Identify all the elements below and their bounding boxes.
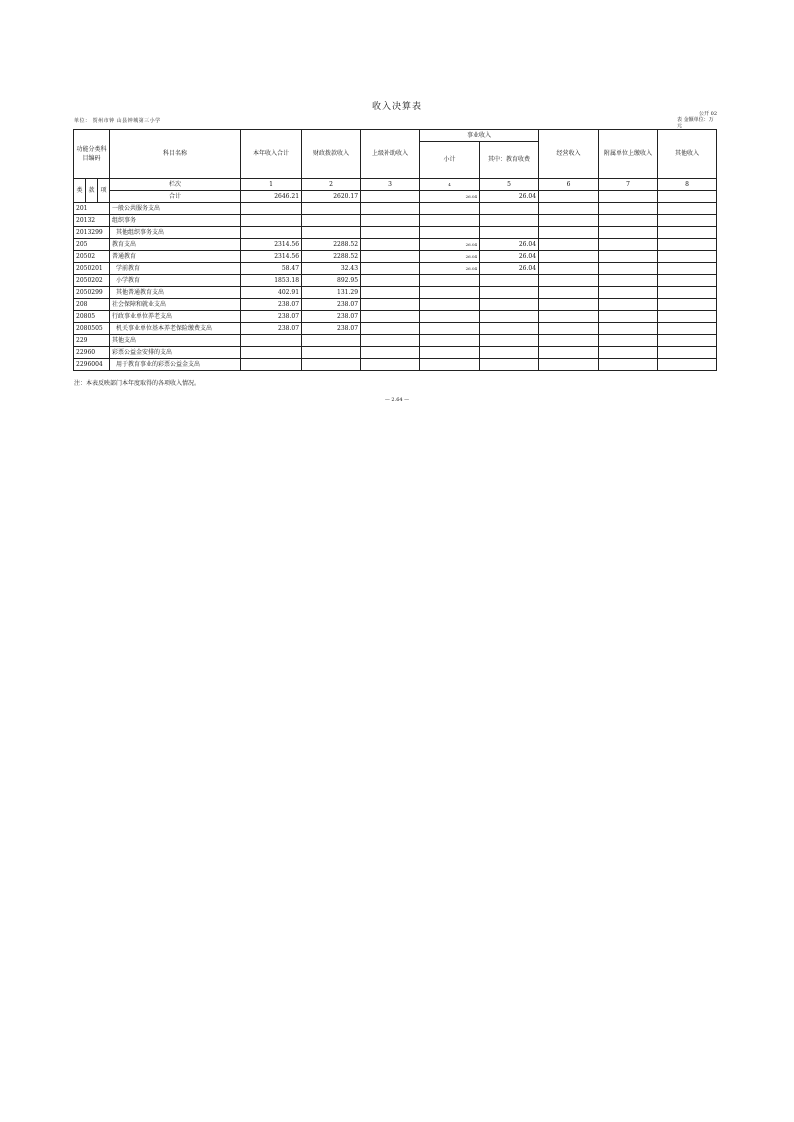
subject-name: 机关事业单位基本养老保险缴费支出	[110, 323, 241, 335]
cell-affiliated	[599, 203, 658, 215]
cell-fiscal: 32.43	[302, 263, 361, 275]
col-no-1: 1	[241, 179, 302, 191]
cell-affiliated	[599, 299, 658, 311]
subject-code: 2080505	[74, 323, 110, 335]
cell-operating	[539, 227, 599, 239]
cell-edu-fee	[480, 311, 539, 323]
table-row	[74, 299, 717, 311]
cell-total	[241, 215, 302, 227]
col-no-8: 8	[658, 179, 717, 191]
cell-total	[241, 359, 302, 371]
business-header: 事业收入	[420, 130, 539, 142]
subject-name: 组织事务	[110, 215, 241, 227]
cell-total	[241, 203, 302, 215]
cell-edu-fee	[480, 215, 539, 227]
cell-subtotal	[420, 287, 480, 299]
cell-total: 58.47	[241, 263, 302, 275]
table-row	[74, 275, 717, 287]
cell-operating	[539, 335, 599, 347]
cell-affiliated	[599, 215, 658, 227]
cell-other	[658, 275, 717, 287]
cell-other	[658, 311, 717, 323]
subject-code: 20132	[74, 215, 110, 227]
cell-other	[658, 215, 717, 227]
cell-fiscal	[302, 347, 361, 359]
cell-superior	[361, 275, 420, 287]
cell-edu-fee: 26.04	[480, 251, 539, 263]
total-cell-other	[658, 191, 717, 203]
col-no-5: 5	[480, 179, 539, 191]
cell-fiscal: 131.29	[302, 287, 361, 299]
col-no-7: 7	[599, 179, 658, 191]
subject-code: 229	[74, 335, 110, 347]
cell-affiliated	[599, 311, 658, 323]
kuan-header: 款	[86, 179, 98, 203]
income-table	[73, 129, 717, 371]
cell-fiscal: 892.95	[302, 275, 361, 287]
subject-code: 2050201	[74, 263, 110, 275]
total-cell-subtotal: 26.04	[420, 191, 480, 203]
subject-name: 社会保障和就业支出	[110, 299, 241, 311]
cell-other	[658, 335, 717, 347]
form-meta	[677, 111, 717, 129]
cell-operating	[539, 287, 599, 299]
subject-code: 2050202	[74, 275, 110, 287]
subject-code: 201	[74, 203, 110, 215]
cell-fiscal: 2288.52	[302, 251, 361, 263]
cell-subtotal	[420, 347, 480, 359]
table-row	[74, 287, 717, 299]
cell-subtotal: 26.04	[420, 263, 480, 275]
subject-name: 其他支出	[110, 335, 241, 347]
cell-affiliated	[599, 251, 658, 263]
form-number: 公开 02	[699, 111, 717, 117]
cell-subtotal: 26.04	[420, 251, 480, 263]
cell-fiscal: 2288.52	[302, 239, 361, 251]
total-cell-affiliated	[599, 191, 658, 203]
cell-superior	[361, 203, 420, 215]
cell-subtotal	[420, 311, 480, 323]
cell-operating	[539, 239, 599, 251]
table-row	[74, 323, 717, 335]
cell-subtotal	[420, 227, 480, 239]
cell-fiscal	[302, 359, 361, 371]
cell-affiliated	[599, 323, 658, 335]
table-row	[74, 227, 717, 239]
subject-code: 2050299	[74, 287, 110, 299]
subject-name: 学前教育	[110, 263, 241, 275]
func-class-header: 功能分类科 目编码	[74, 130, 110, 179]
table-row	[74, 311, 717, 323]
cell-fiscal	[302, 335, 361, 347]
cell-superior	[361, 251, 420, 263]
cell-fiscal: 238.07	[302, 299, 361, 311]
cell-other	[658, 251, 717, 263]
table-row	[74, 263, 717, 275]
cell-subtotal	[420, 299, 480, 311]
cell-edu-fee	[480, 335, 539, 347]
subject-code: 208	[74, 299, 110, 311]
total-header: 本年收入合计	[241, 130, 302, 179]
cell-other	[658, 299, 717, 311]
column-number-row	[74, 179, 717, 191]
column-no-label: 栏次	[110, 179, 241, 191]
unit-label: 单位： 贺州市钟 山县钟城第三小学	[74, 118, 161, 124]
cell-total: 402.91	[241, 287, 302, 299]
cell-total: 238.07	[241, 323, 302, 335]
cell-operating	[539, 299, 599, 311]
subject-name: 其他普通教育支出	[110, 287, 241, 299]
cell-edu-fee	[480, 347, 539, 359]
cell-total: 2314.56	[241, 239, 302, 251]
col-no-6: 6	[539, 179, 599, 191]
cell-subtotal	[420, 359, 480, 371]
cell-affiliated	[599, 359, 658, 371]
subject-name: 一般公共服务支出	[110, 203, 241, 215]
table-row	[74, 215, 717, 227]
cell-operating	[539, 203, 599, 215]
subject-code: 22960	[74, 347, 110, 359]
subject-code: 205	[74, 239, 110, 251]
subject-code: 20805	[74, 311, 110, 323]
cell-operating	[539, 323, 599, 335]
cell-operating	[539, 215, 599, 227]
cell-operating	[539, 251, 599, 263]
cell-edu-fee: 26.04	[480, 263, 539, 275]
amount-unit: 表 金额单位：万元	[677, 117, 714, 129]
subject-name: 用于教育事业的彩票公益金支出	[110, 359, 241, 371]
subject-name: 小学教育	[110, 275, 241, 287]
table-row	[74, 239, 717, 251]
subject-name-header: 科目名称	[110, 130, 241, 179]
cell-affiliated	[599, 347, 658, 359]
subject-name: 教育支出	[110, 239, 241, 251]
page-title: 收入决算表	[371, 102, 422, 112]
table-row	[74, 251, 717, 263]
total-cell-fiscal: 2620.17	[302, 191, 361, 203]
other-header: 其他收入	[658, 130, 717, 179]
cell-subtotal	[420, 215, 480, 227]
cell-operating	[539, 263, 599, 275]
cell-affiliated	[599, 263, 658, 275]
cell-other	[658, 227, 717, 239]
cell-total	[241, 347, 302, 359]
total-cell-total: 2646.21	[241, 191, 302, 203]
cell-operating	[539, 347, 599, 359]
cell-affiliated	[599, 275, 658, 287]
total-cell-superior	[361, 191, 420, 203]
cell-fiscal: 238.07	[302, 323, 361, 335]
cell-edu-fee	[480, 323, 539, 335]
table-row	[74, 335, 717, 347]
subject-name: 行政事业单位养老支出	[110, 311, 241, 323]
total-row	[74, 191, 717, 203]
col-no-4: 4	[420, 179, 480, 191]
cell-superior	[361, 227, 420, 239]
cell-operating	[539, 311, 599, 323]
col-no-2: 2	[302, 179, 361, 191]
cell-superior	[361, 299, 420, 311]
cell-total: 2314.56	[241, 251, 302, 263]
cell-edu-fee	[480, 275, 539, 287]
subject-code: 2296004	[74, 359, 110, 371]
cell-other	[658, 287, 717, 299]
table-row	[74, 359, 717, 371]
cell-affiliated	[599, 227, 658, 239]
edu-fee-header: 其中：教育收费	[480, 142, 539, 179]
total-label: 合计	[110, 191, 241, 203]
cell-subtotal	[420, 275, 480, 287]
cell-affiliated	[599, 239, 658, 251]
cell-total: 1853.18	[241, 275, 302, 287]
cell-superior	[361, 215, 420, 227]
cell-superior	[361, 323, 420, 335]
subtotal-header: 小计	[420, 142, 480, 179]
total-cell-edu-fee: 26.04	[480, 191, 539, 203]
cell-other	[658, 203, 717, 215]
cell-edu-fee	[480, 227, 539, 239]
subject-name: 彩票公益金安排的支出	[110, 347, 241, 359]
cell-total	[241, 227, 302, 239]
lei-header: 类	[74, 179, 86, 203]
operating-header: 经营收入	[539, 130, 599, 179]
page-number: — 2.64 —	[384, 397, 410, 403]
cell-operating	[539, 275, 599, 287]
col-no-3: 3	[361, 179, 420, 191]
cell-affiliated	[599, 335, 658, 347]
cell-fiscal: 238.07	[302, 311, 361, 323]
affiliated-header: 附属单位上缴收入	[599, 130, 658, 179]
cell-superior	[361, 311, 420, 323]
subject-code: 20502	[74, 251, 110, 263]
total-cell-operating	[539, 191, 599, 203]
cell-edu-fee	[480, 287, 539, 299]
cell-fiscal	[302, 215, 361, 227]
cell-subtotal	[420, 335, 480, 347]
cell-other	[658, 323, 717, 335]
cell-total	[241, 335, 302, 347]
cell-edu-fee	[480, 299, 539, 311]
subject-name: 其他组织事务支出	[110, 227, 241, 239]
cell-other	[658, 239, 717, 251]
cell-total: 238.07	[241, 299, 302, 311]
cell-operating	[539, 359, 599, 371]
cell-fiscal	[302, 227, 361, 239]
subject-name: 普通教育	[110, 251, 241, 263]
superior-header: 上级补助收入	[361, 130, 420, 179]
cell-superior	[361, 347, 420, 359]
cell-superior	[361, 263, 420, 275]
cell-other	[658, 347, 717, 359]
cell-subtotal	[420, 323, 480, 335]
cell-superior	[361, 239, 420, 251]
xiang-header: 项	[98, 179, 110, 203]
cell-fiscal	[302, 203, 361, 215]
cell-edu-fee	[480, 203, 539, 215]
table-row	[74, 203, 717, 215]
cell-edu-fee: 26.04	[480, 239, 539, 251]
cell-affiliated	[599, 287, 658, 299]
cell-superior	[361, 287, 420, 299]
cell-subtotal	[420, 203, 480, 215]
table-row	[74, 347, 717, 359]
cell-superior	[361, 335, 420, 347]
footnote: 注：本表反映部门本年度取得的各项收入情况。	[74, 380, 201, 387]
cell-total: 238.07	[241, 311, 302, 323]
cell-superior	[361, 359, 420, 371]
cell-edu-fee	[480, 359, 539, 371]
subject-code: 2013299	[74, 227, 110, 239]
cell-other	[658, 359, 717, 371]
fiscal-header: 财政拨款收入	[302, 130, 361, 179]
cell-subtotal: 26.04	[420, 239, 480, 251]
cell-other	[658, 263, 717, 275]
header-row-1	[74, 130, 717, 142]
